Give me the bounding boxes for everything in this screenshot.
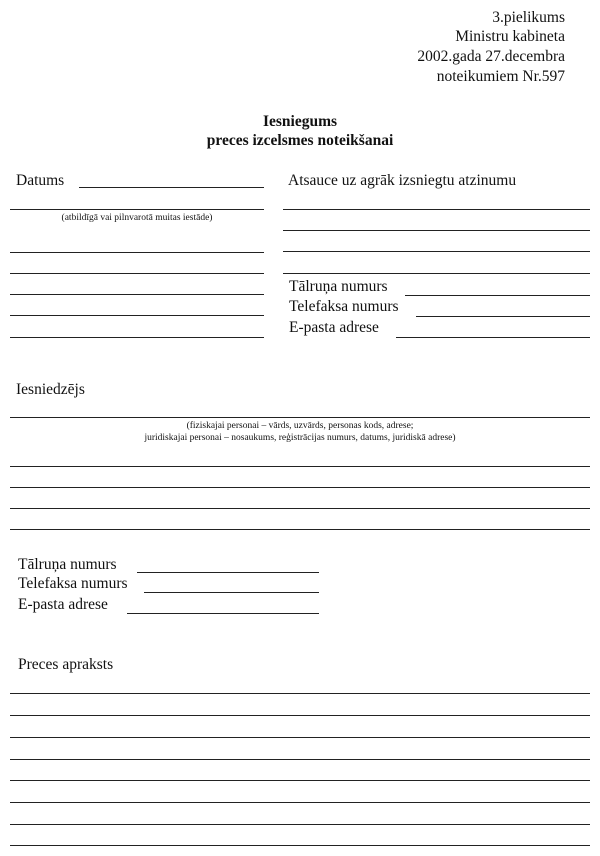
document-title: Iesniegums [262, 113, 338, 130]
applicant-line-4[interactable] [10, 508, 590, 509]
date-field[interactable] [79, 187, 264, 188]
applicant-note-2: juridiskajai personai – nosaukums, reģistrācijas numurs, datums, juridiskā adrese) [144, 433, 456, 443]
applicant-phone-field[interactable] [137, 572, 319, 573]
goods-description-label: Preces apraksts [18, 656, 114, 673]
document-subtitle: preces izcelsmes noteikšanai [206, 132, 394, 149]
reference-field-1[interactable] [283, 209, 590, 210]
goods-line-1[interactable] [10, 693, 590, 694]
goods-line-7[interactable] [10, 824, 590, 825]
issuing-authority: Ministru kabineta [455, 28, 565, 45]
reference-field-4[interactable] [283, 273, 590, 274]
regulation-date: 2002.gada 27.decembra [417, 48, 565, 65]
goods-line-5[interactable] [10, 780, 590, 781]
customs-office-line-6[interactable] [10, 337, 264, 338]
applicant-label: Iesniedzējs [16, 381, 85, 398]
applicant-line-5[interactable] [10, 529, 590, 530]
goods-line-8[interactable] [10, 845, 590, 846]
applicant-line-3[interactable] [10, 487, 590, 488]
reference-field-3[interactable] [283, 251, 590, 252]
reference-field-2[interactable] [283, 230, 590, 231]
office-phone-label: Tālruņa numurs [289, 278, 388, 295]
applicant-email-field[interactable] [127, 613, 319, 614]
office-fax-field[interactable] [416, 316, 590, 317]
customs-office-line-4[interactable] [10, 294, 264, 295]
date-label: Datums [16, 172, 65, 189]
applicant-fax-field[interactable] [144, 592, 319, 593]
customs-office-field[interactable] [10, 209, 264, 210]
goods-line-6[interactable] [10, 802, 590, 803]
applicant-phone-label: Tālruņa numurs [18, 556, 117, 573]
applicant-fax-label: Telefaksa numurs [18, 575, 128, 592]
customs-office-line-2[interactable] [10, 252, 264, 253]
goods-line-2[interactable] [10, 715, 590, 716]
applicant-note-1: (fiziskajai personai – vārds, uzvārds, personas kods, adrese; [186, 421, 414, 431]
office-phone-field[interactable] [405, 295, 590, 296]
goods-line-3[interactable] [10, 737, 590, 738]
office-email-label: E-pasta adrese [289, 319, 379, 336]
office-fax-label: Telefaksa numurs [289, 298, 399, 315]
applicant-field[interactable] [10, 417, 590, 418]
office-email-field[interactable] [396, 337, 590, 338]
applicant-line-2[interactable] [10, 466, 590, 467]
customs-office-line-5[interactable] [10, 315, 264, 316]
reference-label: Atsauce uz agrāk izsniegtu atzinumu [288, 172, 517, 189]
customs-office-line-3[interactable] [10, 273, 264, 274]
goods-line-4[interactable] [10, 759, 590, 760]
annex-number: 3.pielikums [492, 9, 565, 26]
applicant-email-label: E-pasta adrese [18, 596, 108, 613]
customs-office-note: (atbildīgā vai pilnvarotā muitas iestāde) [61, 213, 213, 223]
regulation-number: noteikumiem Nr.597 [436, 68, 565, 85]
